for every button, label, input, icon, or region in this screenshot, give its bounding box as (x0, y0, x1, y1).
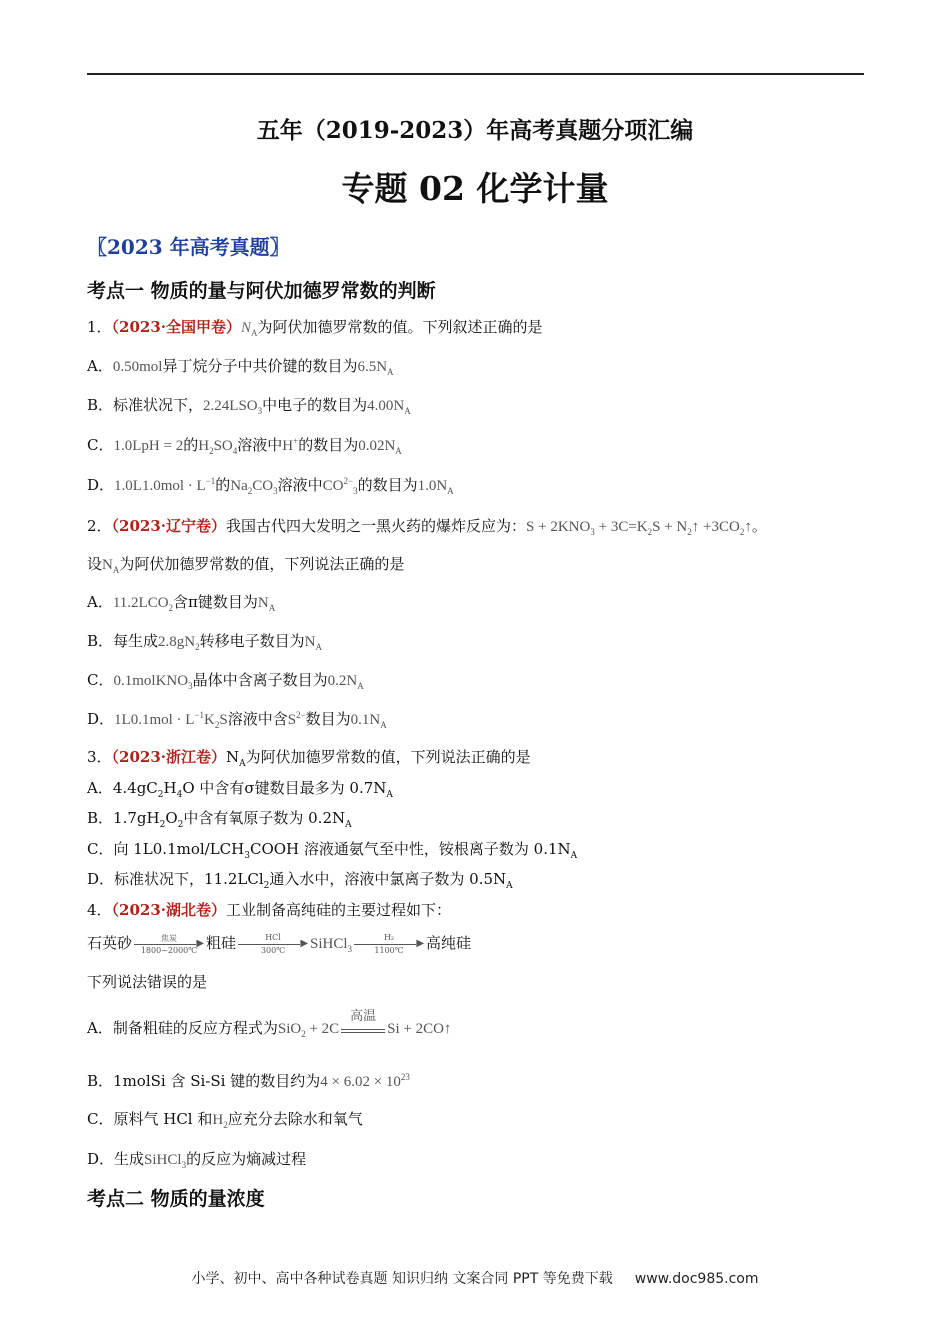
question-2-stem: 2．（2023·辽宁卷）我国古代四大发明之一黑火药的爆炸反应为：$S + 2KNO_3 + 3C=K_2S$ + $N_2↑$ $+3CO_2↑$。 (87, 517, 767, 537)
flow-arrow: 焦炭 ▶ 1800~2000℃ (134, 933, 204, 955)
flow-arrow: HCl ▶ 300℃ (238, 933, 308, 955)
question-3-option-a: A．$4.4gC_2H_4O$ 中含有σ键数目最多为 $0.7N_A$ (87, 779, 393, 800)
section-heading: 〖2023 年高考真题〗 (87, 235, 290, 259)
question-1-option-a: A．0.50mol异丁烷分子中共价键的数目为$6.5N_A$ (87, 357, 394, 377)
point-heading-2: 考点二 物质的量浓度 (87, 1188, 265, 1210)
page-footer (0, 1268, 950, 1288)
reaction-condition: 高温 (339, 1021, 387, 1039)
question-source-tag: （2023·辽宁卷） (111, 517, 227, 535)
question-3-option-c: C．向 $1L0.1mol/LCH_3COOH$ 溶液通氨气至中性，铵根离子数为 $0.1N_A$ (87, 840, 578, 861)
question-3-stem: 3．（2023·浙江卷）$N_A$为阿伏加德罗常数的值，下列说法正确的是 (87, 748, 531, 769)
question-4-option-b: B．1molSi 含 Si-Si 键的数目约为$4 \times 6.02 \times 10^{23}$ (87, 1072, 410, 1090)
footer-text: 小学、初中、高中各种试卷真题 知识归纳 文案合同 PPT 等免费下载 (191, 1271, 613, 1287)
question-4-flow: 石英砂 焦炭 ▶ 1800~2000℃ 粗硅 HCl ▶ 300℃ SiHCl$_3$ H₂ ▶ 1100℃ 高纯硅 (87, 933, 472, 955)
flow-arrow: H₂ ▶ 1100℃ (354, 933, 424, 955)
point-heading-1: 考点一 物质的量与阿伏加德罗常数的判断 (87, 280, 436, 302)
question-4-stem: 4．（2023·湖北卷）工业制备高纯硅的主要过程如下： (87, 901, 452, 919)
question-2-option-d: D．$1L0.1mol \cdot L^{-1}K_2S$溶液中含$S^{2-}$数目为$0.1N_A$ (87, 710, 387, 730)
header-rule (87, 73, 864, 75)
topic-title: 专题 02 化学计量 (341, 169, 609, 208)
question-4-prompt: 下列说法错误的是 (87, 973, 208, 991)
footer-url[interactable]: www.doc985.com (634, 1271, 759, 1287)
question-3-option-d: D．标准状况下，11.2LCl$_2$通入水中，溶液中氯离子数为 $0.5N_A$ (87, 870, 513, 891)
question-source-tag: （2023·全国甲卷） (111, 318, 242, 336)
question-4-option-a: A．制备粗硅的反应方程式为SiO$_2$ + 2C 高温 Si + 2CO↑ (87, 1009, 452, 1039)
question-1-stem: 1．（2023·全国甲卷）$N_A$为阿伏加德罗常数的值。下列叙述正确的是 (87, 318, 543, 338)
question-1-option-c: C．1.0LpH = 2的$H_2SO_4$溶液中H+的数目为$0.02N_A$ (87, 436, 402, 456)
question-4-option-d: D．生成SiHCl$_3$的反应为熵减过程 (87, 1150, 307, 1170)
question-1-option-d: D．$1.0L1.0mol \cdot L^{-1}$的$Na_2CO_3$溶液中$CO^{2-}_3$的数目为$1.0N_A$ (87, 476, 454, 496)
question-source-tag: （2023·浙江卷） (111, 748, 227, 766)
question-2-option-a: A．$11.2LCO_2$含π键数目为$N_A$ (87, 593, 276, 613)
question-3-option-b: B．$1.7gH_2O_2$中含有氧原子数为 $0.2N_A$ (87, 809, 352, 830)
question-4-option-c: C．原料气 HCl 和$H_2$应充分去除水和氧气 (87, 1110, 363, 1130)
question-1-option-b: B．标准状况下，$2.24LSO_3$中电子的数目为$4.00N_A$ (87, 396, 411, 416)
question-source-tag: （2023·湖北卷） (111, 901, 227, 919)
question-2-option-b: B．每生成$2.8gN_2$转移电子数目为$N_A$ (87, 632, 322, 652)
question-2-stem-line2: 设$N_A$为阿伏加德罗常数的值，下列说法正确的是 (87, 555, 405, 575)
document-title: 五年（2019-2023）年高考真题分项汇编 (256, 117, 694, 144)
question-2-option-c: C．0.1molKNO$_3$晶体中含离子数目为$0.2N_A$ (87, 671, 364, 691)
